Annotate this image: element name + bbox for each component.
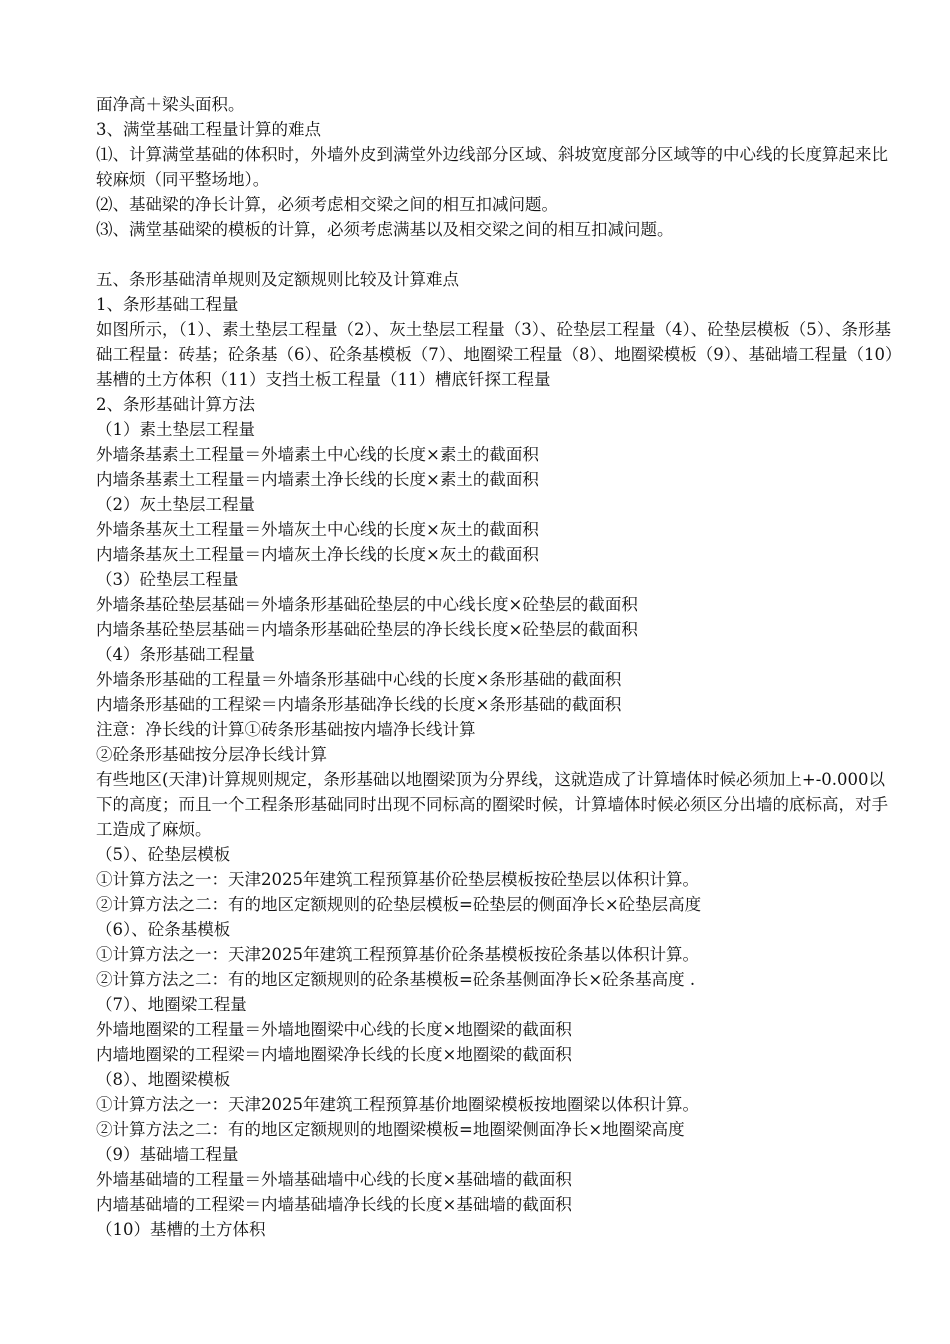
method-line: ②计算方法之二：有的地区定额规则的砼条基模板=砼条基侧面净长×砼条基高度 . [96,970,696,989]
method-line: ①计算方法之一：天津2025年建筑工程预算基价砼条基模板按砼条基以体积计算。 [96,945,699,964]
text-line: 面净高＋梁头面积。 [96,95,245,114]
formula-line: 外墙条基砼垫层基础＝外墙条形基础砼垫层的中心线长度×砼垫层的截面积 [96,595,638,614]
subsection-heading: （7）、地圈梁工程量 [96,995,247,1014]
section-heading: 1、条形基础工程量 [96,295,239,314]
formula-line: 内墙条基灰土工程量＝内墙灰土净长线的长度×灰土的截面积 [96,545,539,564]
text-paragraph: 如图所示，（1）、素土垫层工程量（2）、灰土垫层工程量（3）、砼垫层工程量（4）、砼垫层模板（5）、条形基础工程量：砖基；砼条基（6）、砼条基模板（7）、地圈梁工程量（8）、地圈梁模板（9）、基础墙工程量（10）基槽的土方体积（11）支挡土板工程量（11）槽底钎探工程量 [96,320,894,389]
subsection-heading: （9）基础墙工程量 [96,1145,239,1164]
subsection-heading: （4）条形基础工程量 [96,645,255,664]
formula-line: 外墙条基灰土工程量＝外墙灰土中心线的长度×灰土的截面积 [96,520,539,539]
formula-line: 内墙地圈梁的工程梁＝内墙地圈梁净长线的长度×地圈梁的截面积 [96,1045,572,1064]
section-heading: 3、满堂基础工程量计算的难点 [96,120,321,139]
formula-line: 外墙条形基础的工程量＝外墙条形基础中心线的长度×条形基础的截面积 [96,670,622,689]
formula-line: 外墙基础墙的工程量＝外墙基础墙中心线的长度×基础墙的截面积 [96,1170,572,1189]
chapter-heading: 五、条形基础清单规则及定额规则比较及计算难点 [96,270,459,289]
formula-line: 内墙条形基础的工程梁＝内墙条形基础净长线的长度×条形基础的截面积 [96,695,622,714]
subsection-heading: （1）素土垫层工程量 [96,420,255,439]
blank-line [96,242,896,267]
subsection-heading: （5）、砼垫层模板 [96,845,231,864]
subsection-heading: （10）基槽的土方体积 [96,1220,266,1239]
method-line: ①计算方法之一：天津2025年建筑工程预算基价砼垫层模板按砼垫层以体积计算。 [96,870,699,889]
subsection-heading: （3）砼垫层工程量 [96,570,239,589]
formula-line: 内墙条基素土工程量＝内墙素土净长线的长度×素土的截面积 [96,470,539,489]
formula-line: 内墙条基砼垫层基础＝内墙条形基础砼垫层的净长线长度×砼垫层的截面积 [96,620,638,639]
subsection-heading: （6）、砼条基模板 [96,920,231,939]
text-line: ⑵、基础梁的净长计算，必须考虑相交梁之间的相互扣减问题。 [96,195,558,214]
text-line: ⑶、满堂基础梁的模板的计算，必须考虑满基以及相交梁之间的相互扣减问题。 [96,220,674,239]
text-paragraph: 有些地区(天津)计算规则规定，条形基础以地圈梁顶为分界线，这就造成了计算墙体时候必须加上+-0.000以下的高度；而且一个工程条形基础同时出现不同标高的圈梁时候，计算墙体时候必须区分出墙的底标高，对手工造成了麻烦。 [96,770,888,839]
text-line: ⑴、计算满堂基础的体积时，外墙外皮到满堂外边线部分区域、斜坡宽度部分区域等的中心线的长度算起来比较麻烦（同平整场地）。 [96,145,888,189]
note-line: 注意：净长线的计算①砖条形基础按内墙净长线计算 [96,720,476,739]
note-line: ②砼条形基础按分层净长线计算 [96,745,327,764]
formula-line: 外墙地圈梁的工程量＝外墙地圈梁中心线的长度×地圈梁的截面积 [96,1020,572,1039]
subsection-heading: （2）灰土垫层工程量 [96,495,255,514]
subsection-heading: （8）、地圈梁模板 [96,1070,231,1089]
method-line: ①计算方法之一：天津2025年建筑工程预算基价地圈梁模板按地圈梁以体积计算。 [96,1095,699,1114]
formula-line: 内墙基础墙的工程梁＝内墙基础墙净长线的长度×基础墙的截面积 [96,1195,572,1214]
method-line: ②计算方法之二：有的地区定额规则的砼垫层模板=砼垫层的侧面净长×砼垫层高度 [96,895,702,914]
document-page [96,92,896,1242]
formula-line: 外墙条基素土工程量＝外墙素土中心线的长度×素土的截面积 [96,445,539,464]
section-heading: 2、条形基础计算方法 [96,395,255,414]
method-line: ②计算方法之二：有的地区定额规则的地圈梁模板=地圈梁侧面净长×地圈梁高度 [96,1120,685,1139]
